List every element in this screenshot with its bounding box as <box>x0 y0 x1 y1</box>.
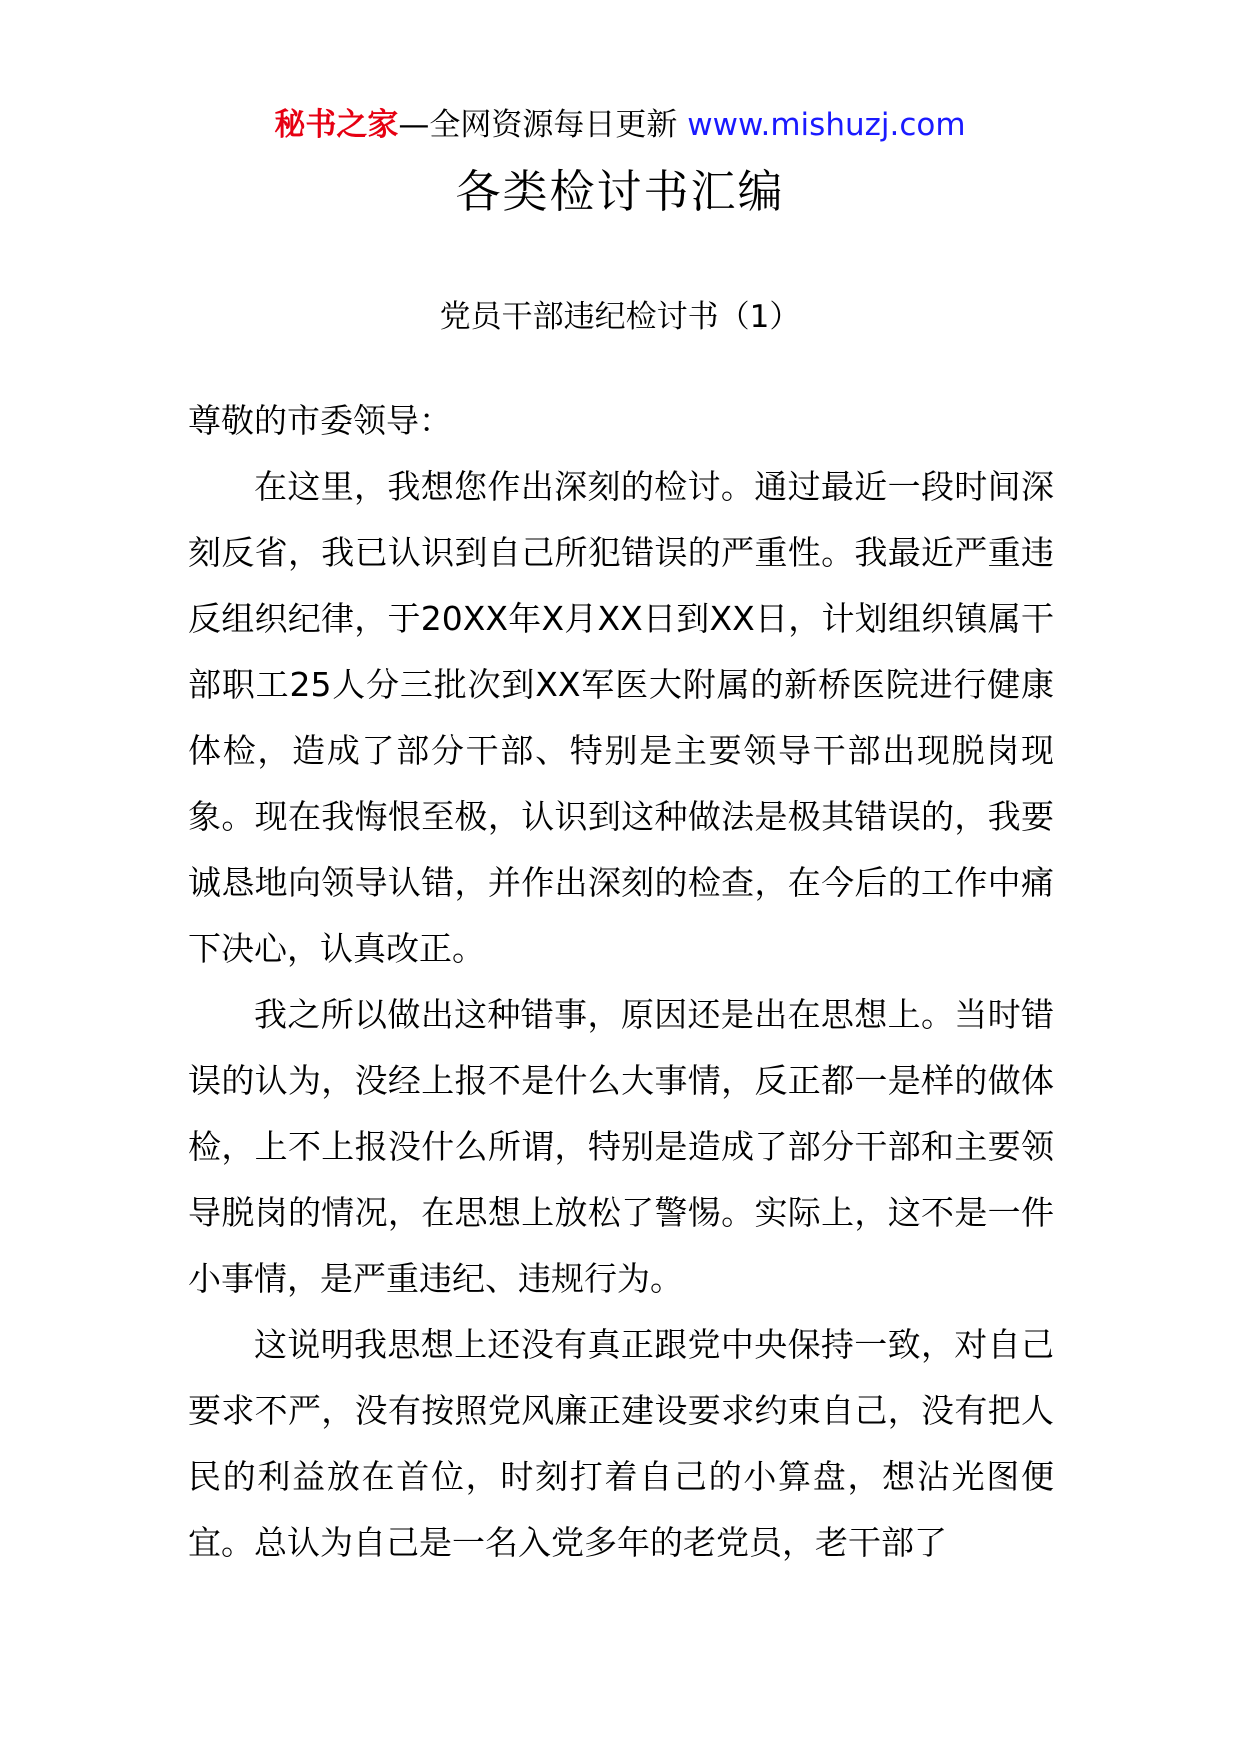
paragraph: 我之所以做出这种错事，原因还是出在思想上。当时错误的认为，没经上报不是什么大事情，反正都一是样的做体检，上不上报没什么所谓，特别是造成了部分干部和主要领导脱岗的情况，在思想上放松了警惕。实际上，这不是一件小事情，是严重违纪、违规行为。 <box>188 995 1054 1298</box>
brand-name: 秘书之家 <box>274 107 399 143</box>
site-banner <box>0 103 1240 147</box>
document-body <box>188 388 1054 1576</box>
paragraph: 这说明我思想上还没有真正跟党中央保持一致，对自己要求不严，没有按照党风廉正建设要求约束自己，没有把人民的利益放在首位，时刻打着自己的小算盘，想沾光图便宜。总认为自己是一名入党多年的老党员，老干部了 <box>188 1325 1054 1562</box>
paragraph: 在这里，我想您作出深刻的检讨。通过最近一段时间深刻反省，我已认识到自己所犯错误的严重性。我最近严重违反组织纪律，于20XX年X月XX日到XX日，计划组织镇属干部职工25人分三批次到XX军医大附属的新桥医院进行健康体检，造成了部分干部、特别是主要领导干部出现脱岗现象。现在我悔恨至极，认识到这种做法是极其错误的，我要诚恳地向领导认错，并作出深刻的检查，在今后的工作中痛下决心，认真改正。 <box>188 467 1054 968</box>
site-url: www.mishuzj.com <box>687 107 966 143</box>
document-title: 各类检讨书汇编 <box>455 165 785 218</box>
banner-tagline: —全网资源每日更新 <box>398 107 688 143</box>
section-title: 党员干部违纪检讨书（1） <box>439 299 801 335</box>
salutation: 尊敬的市委领导： <box>188 401 452 440</box>
